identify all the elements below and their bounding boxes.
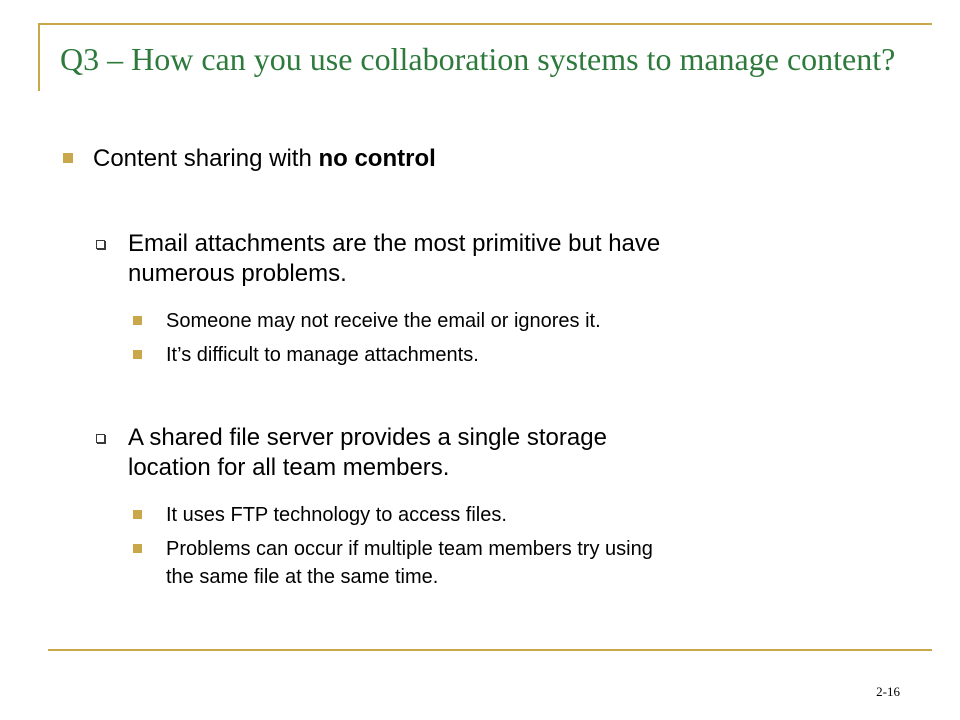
level1-text-prefix: Content sharing with xyxy=(93,145,319,172)
group1-item-2: It’s difficult to manage attachments. xyxy=(166,344,479,366)
level1-bullet-text xyxy=(93,144,436,174)
group1-heading-line1: Email attachments are the most primitive but have xyxy=(128,230,661,257)
level1-text-bold: no control xyxy=(318,145,436,172)
group2-heading-line1: A shared file server provides a single storage xyxy=(128,424,607,451)
bullet-square-icon xyxy=(133,544,142,553)
checkbox-bullet-icon xyxy=(96,434,105,443)
bullet-square-icon xyxy=(133,316,142,325)
group1-item-1: Someone may not receive the email or ignores it. xyxy=(166,310,601,332)
group2-item-1: It uses FTP technology to access files. xyxy=(166,504,507,526)
group1-heading-line2: numerous problems. xyxy=(128,260,347,287)
checkbox-bullet-icon xyxy=(96,240,105,249)
bullet-square-icon xyxy=(63,153,73,163)
top-rule xyxy=(38,23,932,25)
slide-title: Q3 – How can you use collaboration systems to manage content? xyxy=(60,41,896,77)
group2-item-2-line2: the same file at the same time. xyxy=(166,566,439,588)
page-number: 2-16 xyxy=(876,684,900,699)
bullet-square-icon xyxy=(133,350,142,359)
group2-item-2-line1: Problems can occur if multiple team members try using xyxy=(166,538,653,560)
bottom-rule xyxy=(48,649,932,651)
side-rule xyxy=(38,23,40,91)
group2-heading-line2: location for all team members. xyxy=(128,454,450,481)
bullet-square-icon xyxy=(133,510,142,519)
